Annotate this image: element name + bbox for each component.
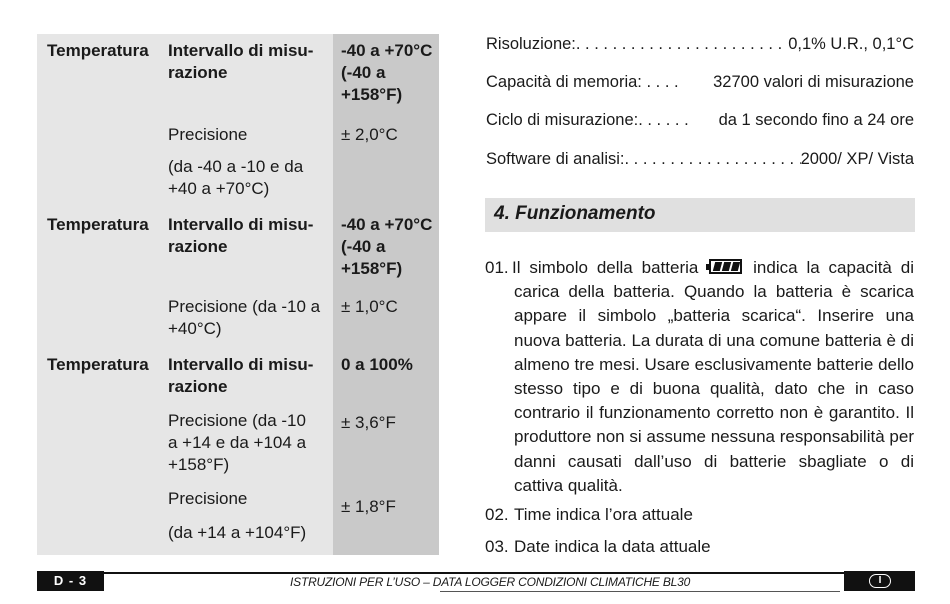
spec-table	[37, 34, 439, 555]
item-number: 02.	[485, 505, 509, 524]
spec-value: 2000/ XP/ Vista	[800, 150, 914, 168]
row2-precision-value: ± 1,0°C	[341, 297, 398, 316]
spec-label: Capacità di memoria: . . . .	[486, 73, 679, 91]
row1-range-value: -40 a +70°C (-40 a +158°F)	[341, 41, 433, 104]
item-number: 01.	[485, 258, 509, 277]
leader-dots	[576, 33, 788, 55]
item-text-after: indica la capacità di carica della batteria. Quando la batteria è scarica appare il simbolo „batteria scarica“. Inserire una nuova batteria. La durata di una comune batteria è di almeno tre mesi. Usare esclusivamente batterie dello stesso tipo e di buona qualità, dato che in caso contrario il funzionamento corretto non è garantito. Il produttore non si assume nessuna responsabilità per danni causati dall’uso di batterie sbagliate o di cattiva qualità.	[514, 258, 914, 495]
spec-value: da 1 secondo fino a 24 ore	[718, 111, 914, 129]
item-01-text	[514, 256, 914, 498]
row2-range-value: -40 a +70°C (-40 a +158°F)	[341, 215, 433, 278]
row1-precision-value: ± 2,0°C	[341, 125, 398, 144]
row2-precision-label: Precisione (da -10 a +40°C)	[168, 297, 321, 338]
row2-range-label: Intervallo di misu- razione	[168, 215, 314, 256]
item-02-text: Time indica l’ora attuale	[514, 505, 693, 524]
section-heading	[485, 198, 915, 232]
item-03-text: Date indica la data attuale	[514, 537, 711, 556]
row3-precision-label-b: Precisione	[168, 489, 248, 508]
section-title: 4. Funzionamento	[494, 203, 656, 224]
row1-precision-note: (da -40 a -10 e da +40 a +70°C)	[168, 157, 304, 198]
page-number: D - 3	[37, 571, 104, 591]
spec-value: 0,1% U.R., 0,1°C	[788, 35, 914, 53]
spec-software	[486, 148, 914, 170]
row2-category: Temperatura	[47, 215, 149, 234]
spec-memory	[486, 71, 914, 93]
value-column-bg	[333, 34, 439, 555]
spec-value: 32700 valori di misurazione	[713, 73, 914, 91]
row3-precision-value-b: ± 1,8°F	[341, 497, 396, 516]
item-text-before: Il simbolo della batteria	[512, 258, 699, 277]
row3-precision-note-b: (da +14 a +104°F)	[168, 523, 307, 542]
item-number: 03.	[485, 537, 509, 556]
row3-precision-label-a: Precisione (da -10 a +14 e da +104 a +158°F)	[168, 411, 307, 474]
row3-range-value: 0 a 100%	[341, 355, 413, 374]
footer-title: ISTRUZIONI PER L’USO – DATA LOGGER CONDIZIONI CLIMATICHE BL30	[290, 575, 691, 589]
row1-range-label: Intervallo di misu- razione	[168, 41, 314, 82]
spec-label: Software di analisi:	[486, 150, 625, 168]
row1-category: Temperatura	[47, 41, 149, 60]
spec-label: Risoluzione:	[486, 35, 576, 53]
row3-category: Temperatura	[47, 355, 149, 374]
spec-label: Ciclo di misurazione:. . . . . .	[486, 111, 689, 129]
leader-dots	[625, 148, 801, 170]
row3-range-label: Intervallo di misu- razione	[168, 355, 314, 396]
footer-underline	[440, 591, 840, 592]
language-badge	[844, 571, 915, 591]
row3-precision-value-a: ± 3,6°F	[341, 413, 396, 432]
battery-icon	[709, 259, 742, 274]
row1-precision-label: Precisione	[168, 125, 248, 144]
spec-resolution	[486, 33, 914, 55]
spec-cycle	[486, 109, 914, 131]
language-code: I	[869, 574, 891, 588]
